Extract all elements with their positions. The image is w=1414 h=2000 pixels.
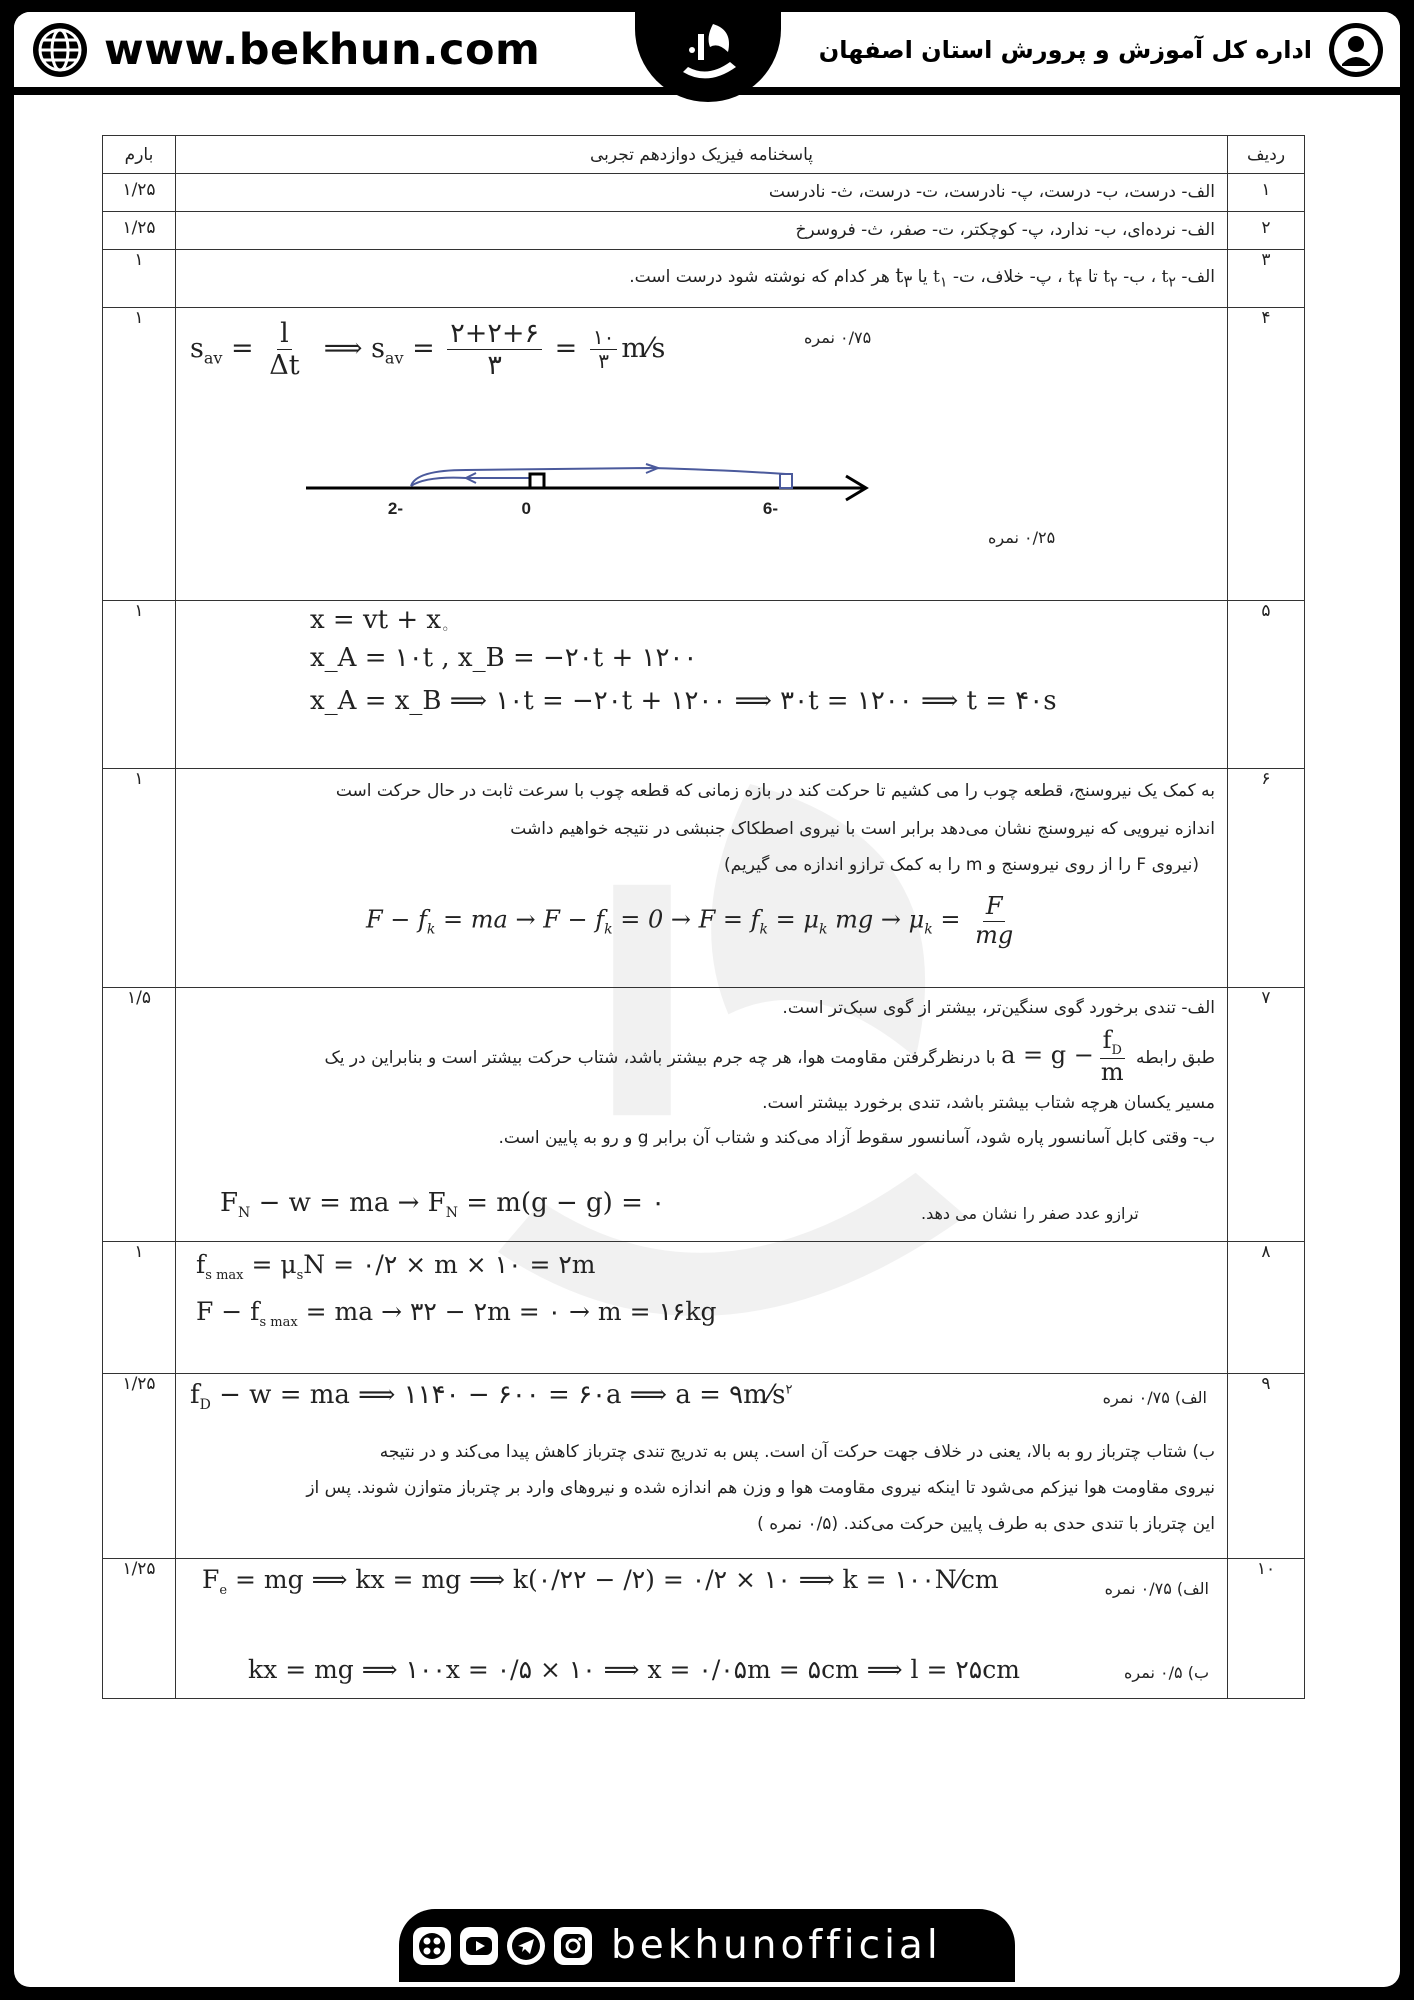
return-path [411, 478, 531, 486]
row-number: ۲ [1228, 212, 1305, 250]
row-number: ۴ [1228, 308, 1305, 601]
answer-text: مسیر یکسان هرچه شتاب بیشتر باشد، تندی برخورد بیشتر است. [762, 1093, 1215, 1114]
row-score: ۱/۲۵ [103, 1374, 176, 1559]
meeting-time-equation: x_A = x_B ⟹ ۱۰t = −۲۰t + ۱۲۰۰ ⟹ ۳۰t = ۱۲۰۰ ⟹ t = ۴۰s [310, 686, 1057, 717]
organization-name: اداره کل آموزش و پرورش استان اصفهان [818, 36, 1312, 64]
website-url[interactable]: www.bekhun.com [104, 25, 541, 75]
answer-fragment: ، پ- خلاف، ت- [952, 267, 1063, 287]
normal-force-equation: $F_N - w$ = ma → $F_N = m(g - g)$ = ۰ [220, 1188, 666, 1222]
axis-label: -2 [387, 499, 403, 519]
answer-text: اندازه نیرویی که نیروسنج نشان می‌دهد برابر است با نیروی اصطکاک جنبشی در نتیجه خواهیم داشت [510, 819, 1215, 840]
row-score: ۱ [103, 308, 176, 601]
answer-fragment: یا [917, 267, 928, 287]
row-score: ۱ [103, 769, 176, 988]
row-number: ۸ [1228, 1242, 1305, 1374]
row-answer [176, 988, 1228, 1242]
logo [635, 12, 781, 102]
row-number: ۱ [1228, 174, 1305, 212]
row-score: ۱/۲۵ [103, 174, 176, 212]
instagram-icon[interactable] [554, 1927, 592, 1965]
answer-text: ب) شتاب چترباز رو به بالا، یعنی در خلاف جهت حرکت آن است. پس به تدریج تندی چترباز کاهش پیدا می‌کند و در نتیجه [379, 1442, 1215, 1463]
score-note: الف) ۰/۷۵ نمره [1102, 1388, 1207, 1408]
globe-icon [30, 20, 90, 80]
parachute-equation: $f_D - w$ = ma ⟹ ۱۱۴۰ − ۶۰۰ = ۶۰a ⟹ $a = ۹m⁄s^۲$ [190, 1380, 793, 1414]
static-friction-equation: $f_{s max} = \mu_sN$ = ۰/۲ × m × ۱۰ = ۲m [196, 1250, 596, 1284]
answer-text: (نیروی F را از روی نیروسنج و m را به کمک ترازو اندازه می گیریم) [724, 855, 1199, 876]
row-answer [176, 1559, 1228, 1699]
score-note: الف) ۰/۷۵ نمره [1104, 1579, 1209, 1599]
social-bar [399, 1909, 1015, 1982]
answer-text: الف- نرده‌ای، ب- ندارد، پ- کوچکتر، ت- صفر، ث- فروسرخ [795, 220, 1215, 240]
mass-equation: $F - f_{s max}$ = ma → ۳۲ − ۲m = ۰ → m = ۱۶kg [196, 1297, 717, 1331]
row-score: ۱ [103, 250, 176, 308]
spring-constant-equation: $F_e$ = mg ⟹ kx = mg ⟹ k(۰/۲۲ − /۲) = ۰/۲ × ۱۰ ⟹ k = ۱۰۰N⁄cm [202, 1565, 999, 1599]
row-number: ۳ [1228, 250, 1305, 308]
row-score: ۱/۲۵ [103, 1559, 176, 1699]
table-header-row [103, 136, 1305, 174]
answer-fragment: ، ب- [1123, 267, 1157, 287]
score-note: ب) ۰/۵ نمره [1124, 1663, 1209, 1683]
motion-equations: x_A = ۱۰t , x_B = −۲۰t + ۱۲۰۰ [310, 643, 698, 674]
t3-symbol: $t_۳$ [895, 263, 913, 291]
answer-text: الف- تندی برخورد گوی سنگین‌تر، بیشتر از گوی سبک‌تر است. [782, 998, 1215, 1019]
score-note: ۰/۷۵ نمره [804, 328, 872, 348]
answer-table [102, 135, 1305, 1699]
aparat-icon[interactable] [413, 1927, 451, 1965]
telegram-icon[interactable] [507, 1927, 545, 1965]
position-equation: x = vt + $x_◦$ [310, 605, 450, 639]
answer-text: نیروی مقاومت هوا نیزکم می‌شود تا اینکه نیروی مقاومت هوا و وزن هم اندازه شده و نیروهای وارد بر چترباز متوازن شوند. پس از [306, 1478, 1215, 1499]
spring-length-equation: kx = mg ⟹ ۱۰۰x = ۰/۵ × ۱۰ ⟹ x = ۰/۰۵m = ۵cm ⟹ l = ۲۵cm [248, 1655, 1020, 1685]
row-score: ۱/۲۵ [103, 212, 176, 250]
table-row [103, 1242, 1305, 1374]
row-score: ۱ [103, 601, 176, 769]
table-row [103, 308, 1305, 601]
answer-text [176, 250, 1227, 307]
answer-text: به کمک یک نیروسنج، قطعه چوب را می کشیم تا حرکت کند در بازه زمانی که قطعه چوب با سرعت ثابت در حال حرکت است [335, 781, 1215, 802]
t2-symbol: $t_۲$ [1161, 267, 1176, 291]
table-row [103, 212, 1305, 250]
table-row [103, 769, 1305, 988]
answer-fragment: الف- [1181, 267, 1215, 287]
row-number: ۵ [1228, 601, 1305, 769]
table-row [103, 601, 1305, 769]
row-number: ۶ [1228, 769, 1305, 988]
header-title: پاسخنامه فیزیک دوازدهم تجربی [176, 136, 1228, 174]
row-answer [176, 1242, 1228, 1374]
row-number: ۹ [1228, 1374, 1305, 1559]
end-marker [780, 474, 792, 488]
average-speed-equation: $s_{av}$ = $\frac{l}{\Delta t}$ ⟹ $s_{av}$ = $\frac{۲+۲+۶}{۳}$ = $\frac{۱۰}{۳}$ m⁄s [190, 318, 666, 382]
header-bar [14, 12, 1400, 95]
row-answer [176, 308, 1228, 601]
website-link[interactable] [30, 20, 540, 80]
t2-symbol: $t_۲$ [1103, 267, 1118, 291]
answer-fragment: هر کدام که نوشته شود درست است. [629, 267, 890, 287]
row-answer [176, 212, 1228, 250]
friction-equation: $F - f_k$ = ma → $F - f_k = 0 \to F = f_k = \mu_k$ mg → $\mu_k$ = $\frac{F}{mg}$ [366, 892, 1014, 949]
answer-fragment: تا [1087, 267, 1098, 287]
answer-text: این چترباز با تندی حدی به طرف پایین حرکت می‌کند. (۰/۵ نمره ) [757, 1514, 1215, 1535]
row-score: ۱ [103, 1242, 176, 1374]
table-row [103, 988, 1305, 1242]
youtube-icon[interactable] [460, 1927, 498, 1965]
displacement-diagram [306, 448, 906, 518]
row-answer [176, 601, 1228, 769]
score-note: ۰/۲۵ نمره [988, 528, 1056, 548]
answer-text: ب- وقتی کابل آسانسور پاره شود، آسانسور سقوط آزاد می‌کند و شتاب آن برابر g و رو به پایین است. [498, 1128, 1215, 1149]
social-handle[interactable]: bekhunofficial [611, 1923, 942, 1968]
row-score: ۱/۵ [103, 988, 176, 1242]
row-answer [176, 174, 1228, 212]
row-answer [176, 250, 1228, 308]
row-answer [176, 1374, 1228, 1559]
table-row [103, 1374, 1305, 1559]
answer-text: طبق رابطه a = g − $\frac{f_D}{m}$ با درنظرگرفتن مقاومت هوا، هر چه جرم بیشتر باشد، شتاب حرکت بیشتر است و بنابراین در یک [324, 1025, 1215, 1087]
start-marker [530, 474, 544, 488]
header-row-number: ردیف [1228, 136, 1305, 174]
row-number: ۱۰ [1228, 1559, 1305, 1699]
t1-symbol: $t_۱$ [933, 267, 948, 291]
page [14, 12, 1400, 1987]
axis-label: -6 [762, 499, 778, 519]
logo-mark-icon [658, 12, 758, 92]
header-score: بارم [103, 136, 176, 174]
row-answer [176, 769, 1228, 988]
row-number: ۷ [1228, 988, 1305, 1242]
table-row [103, 174, 1305, 212]
axis-label: 0 [521, 499, 531, 519]
answer-text: ترازو عدد صفر را نشان می دهد. [921, 1204, 1139, 1224]
table-row [103, 1559, 1305, 1699]
user-avatar-icon [1326, 20, 1386, 80]
answer-text: الف- درست، ب- درست، پ- نادرست، ت- درست، ث- نادرست [768, 182, 1215, 202]
organization [819, 20, 1386, 80]
t4-symbol: $t_۴$ [1068, 267, 1083, 291]
table-row [103, 250, 1305, 308]
